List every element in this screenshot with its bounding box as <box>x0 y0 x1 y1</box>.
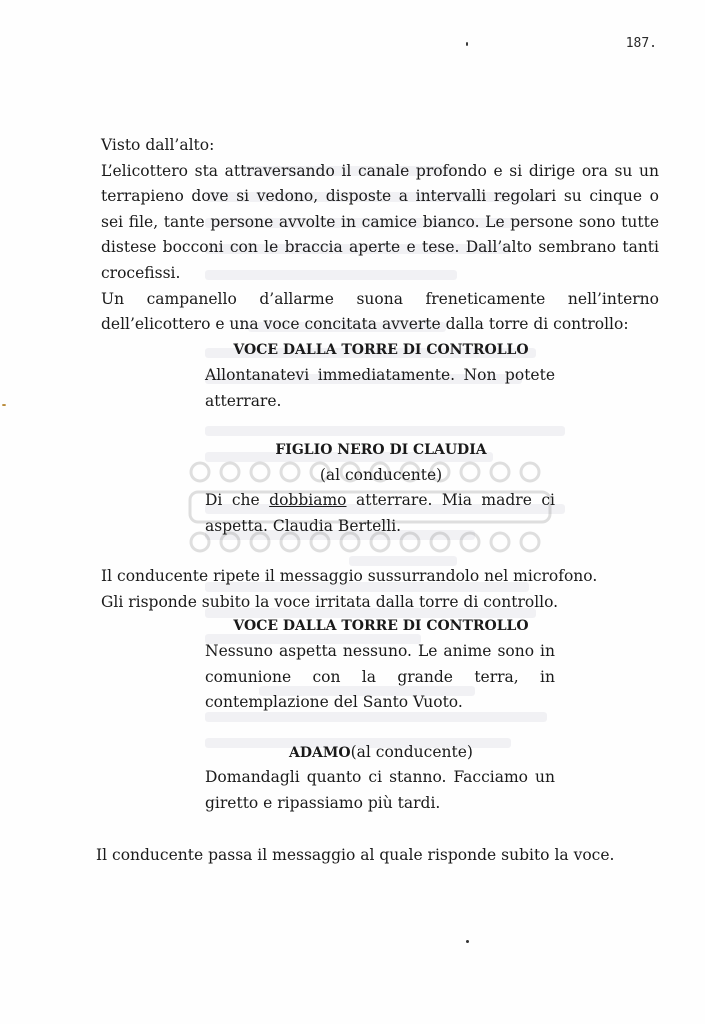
speaker-name: FIGLIO NERO DI CLAUDIA <box>275 442 487 458</box>
dialogue-text-part: atterrare. Mia madre ci aspetta. Claudia Bertelli. <box>205 491 555 535</box>
speaker-line <box>205 740 557 766</box>
narration-paragraph: Visto dall’alto: <box>101 136 215 154</box>
narration-block-3 <box>96 843 666 869</box>
dialogue-text: Nessuno aspetta nessuno. Le anime sono in comunione con la grande terra, in contemplazione del Santo Vuoto. <box>205 642 555 712</box>
narration-paragraph: Il conducente ripete il messaggio sussurrandolo nel microfono. <box>101 567 598 585</box>
speaker-name: VOCE DALLA TORRE DI CONTROLLO <box>233 342 529 358</box>
narration-block-2 <box>101 564 659 615</box>
dialogue-text-part: Di che <box>205 491 270 509</box>
speaker-parenthetical: (al conducente) <box>350 743 473 761</box>
narration-paragraph: Gli risponde subito la voce irritata dalla torre di controllo. <box>101 592 559 611</box>
narration-paragraph: Il conducente passa il messaggio al quale risponde subito la voce. <box>96 846 615 864</box>
narration-paragraph: Un campanello d’allarme suona freneticamente nell’interno dell’elicottero e una voce concitata avverte dalla torre di controllo: <box>101 289 659 334</box>
paper-speck <box>2 404 6 406</box>
speaker-name: ADAMO <box>289 745 351 761</box>
paper-speck <box>466 42 468 46</box>
page-number: 187. <box>625 36 657 51</box>
paper-speck <box>466 940 469 943</box>
dialogue-text: Domandagli quanto ci stanno. Facciamo un giretto e ripassiamo più tardi. <box>205 768 555 812</box>
narration-block-1 <box>101 133 659 338</box>
parenthetical: (al conducente) <box>319 466 443 484</box>
narration-paragraph: L’elicottero sta attraversando il canale profondo e si dirige ora su un terrapieno dove si vedono, disposte a intervalli regolari su cinque o sei file, tante persone avvolte in camice bianco. Le persone sono tutte distese bocconi con le braccia aperte e tese. Dall’alto sembrano tanti crocefissi. <box>101 161 659 282</box>
underlined-word: dobbiamo <box>269 491 347 509</box>
dialogue-text: Allontanatevi immediatamente. Non potete atterrare. <box>205 366 555 410</box>
speaker-name: VOCE DALLA TORRE DI CONTROLLO <box>233 618 529 634</box>
dialogue-text <box>205 488 555 539</box>
